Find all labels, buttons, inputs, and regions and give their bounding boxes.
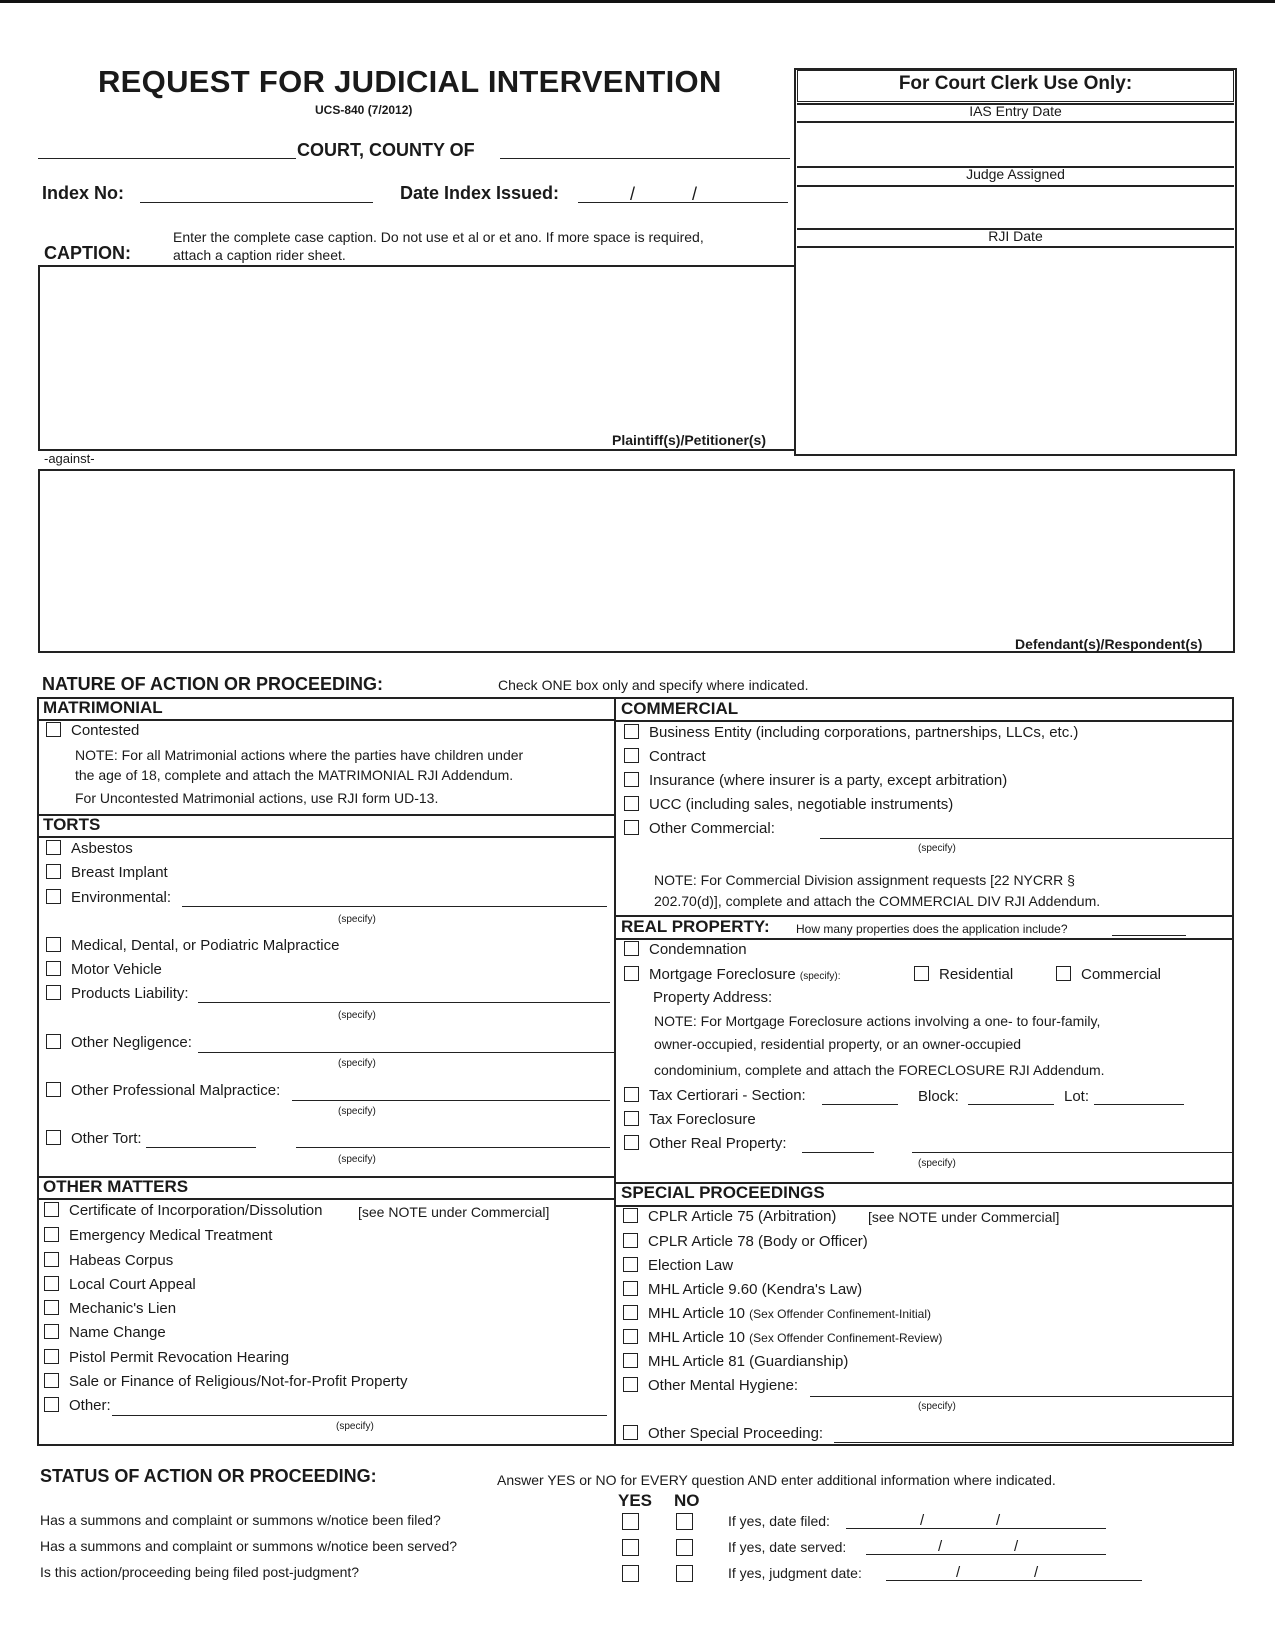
checkbox[interactable] — [46, 985, 61, 1000]
checkbox[interactable] — [46, 722, 61, 737]
divider — [797, 246, 1234, 248]
special-mhl-10-review[interactable]: MHL Article 10 (Sex Offender Confinement-Review) — [623, 1329, 942, 1346]
divider — [797, 185, 1234, 187]
commercial-ucc[interactable]: UCC (including sales, negotiable instruments) — [624, 796, 953, 813]
matrimonial-note: NOTE: For all Matrimonial actions where the parties have children under — [75, 747, 524, 763]
checkbox[interactable] — [44, 1276, 59, 1291]
date-slash: / — [630, 184, 636, 204]
other-pistol-permit[interactable]: Pistol Permit Revocation Hearing — [44, 1349, 289, 1366]
foreclosure-note: NOTE: For Mortgage Foreclosure actions involving a one- to four-family, — [654, 1013, 1101, 1029]
specify-label: (specify) — [336, 1421, 374, 1432]
checkbox[interactable] — [44, 1349, 59, 1364]
professional-malpractice-specify-field[interactable] — [292, 1100, 610, 1101]
index-no-label: Index No: — [42, 183, 125, 203]
contested-option[interactable]: Contested — [46, 722, 139, 739]
tort-other-professional-malpractice[interactable]: Other Professional Malpractice: — [46, 1082, 280, 1099]
clerk-box — [794, 68, 1237, 456]
checkbox[interactable] — [44, 1202, 59, 1217]
checkbox[interactable] — [44, 1300, 59, 1315]
block-field[interactable] — [968, 1104, 1054, 1105]
other-mechanics-lien[interactable]: Mechanic's Lien — [44, 1300, 176, 1317]
checkbox[interactable] — [624, 772, 639, 787]
checkbox[interactable] — [624, 748, 639, 763]
other-real-property-field[interactable] — [802, 1152, 874, 1153]
date-slash: / — [996, 1512, 1001, 1529]
lot-label: Lot: — [1064, 1088, 1090, 1105]
tort-products-liability[interactable]: Products Liability: — [46, 985, 189, 1002]
checkbox[interactable] — [46, 889, 61, 904]
other-special-proceeding-field[interactable] — [834, 1442, 1234, 1443]
commercial-business-entity[interactable]: Business Entity (including corporations, partnerships, LLCs, etc.) — [624, 724, 1078, 741]
checkbox[interactable] — [623, 1425, 638, 1440]
divider — [614, 938, 1234, 940]
judgment-date-field[interactable] — [886, 1580, 1142, 1581]
lot-field[interactable] — [1094, 1104, 1184, 1105]
specify-label: (specify) — [918, 843, 956, 854]
column-divider — [614, 697, 616, 1446]
post-judgment-yes-checkbox[interactable] — [622, 1565, 639, 1582]
commercial-other[interactable]: Other Commercial: — [624, 820, 775, 837]
status-question-filed: Has a summons and complaint or summons w/notice been filed? — [40, 1512, 441, 1528]
yes-column-label: YES — [618, 1491, 653, 1510]
checkbox[interactable] — [623, 1353, 638, 1368]
other-negligence-specify-field[interactable] — [198, 1052, 615, 1053]
special-mhl-10-initial[interactable]: MHL Article 10 (Sex Offender Confinement-Initial) — [623, 1305, 931, 1322]
environmental-specify-field[interactable] — [182, 906, 607, 907]
other-matter-other[interactable]: Other: — [44, 1397, 111, 1414]
checkbox[interactable] — [623, 1208, 638, 1223]
caption-instructions-2: attach a caption rider sheet. — [173, 247, 346, 263]
form-title: REQUEST FOR JUDICIAL INTERVENTION — [98, 64, 722, 99]
properties-count-field[interactable] — [1112, 935, 1186, 936]
specify-label: (specify) — [338, 1154, 376, 1165]
checkbox[interactable] — [624, 966, 639, 981]
other-certificate-incorporation[interactable]: Certificate of Incorporation/Dissolution — [44, 1202, 322, 1219]
checkbox[interactable] — [623, 1281, 638, 1296]
products-liability-specify-field[interactable] — [198, 1002, 610, 1003]
checkbox[interactable] — [44, 1252, 59, 1267]
nature-heading: NATURE OF ACTION OR PROCEEDING: — [42, 674, 383, 694]
specify-label: (specify) — [918, 1158, 956, 1169]
real-tax-certiorari[interactable]: Tax Certiorari - Section: — [624, 1087, 806, 1104]
checkbox[interactable] — [914, 966, 929, 981]
checkbox[interactable] — [46, 1034, 61, 1049]
ias-entry-date-label: IAS Entry Date — [969, 103, 1062, 119]
date-index-issued-field[interactable] — [578, 202, 788, 203]
judgment-date-label: If yes, judgment date: — [728, 1565, 862, 1581]
caption-label: CAPTION: — [44, 243, 131, 263]
checkbox[interactable] — [46, 937, 61, 952]
no-column-label: NO — [674, 1491, 700, 1510]
rji-date-label: RJI Date — [988, 228, 1043, 244]
mortgage-residential[interactable]: Residential — [914, 966, 1013, 983]
tort-motor-vehicle[interactable]: Motor Vehicle — [46, 961, 162, 978]
divider — [614, 720, 1234, 722]
real-property-heading: REAL PROPERTY: — [621, 917, 770, 936]
other-matter-specify-field[interactable] — [112, 1415, 607, 1416]
tort-other-negligence[interactable]: Other Negligence: — [46, 1034, 192, 1051]
county-field[interactable] — [500, 158, 790, 159]
tort-breast-implant[interactable]: Breast Implant — [46, 864, 168, 881]
tort-asbestos[interactable]: Asbestos — [46, 840, 133, 857]
commercial-note-2: 202.70(d)], complete and attach the COMMERCIAL DIV RJI Addendum. — [654, 893, 1101, 909]
divider — [37, 814, 615, 816]
index-no-field[interactable] — [140, 202, 373, 203]
checkbox[interactable] — [623, 1257, 638, 1272]
checkbox[interactable] — [46, 961, 61, 976]
specify-label: (specify) — [338, 914, 376, 925]
checkbox[interactable] — [1056, 966, 1071, 981]
matrimonial-note-3: For Uncontested Matrimonial actions, use RJI form UD-13. — [75, 790, 439, 806]
checkbox[interactable] — [623, 1305, 638, 1320]
other-tort-specify-field[interactable] — [146, 1147, 256, 1148]
filed-yes-checkbox[interactable] — [622, 1513, 639, 1530]
other-real-property-field-2[interactable] — [912, 1152, 1234, 1153]
checkbox[interactable] — [624, 941, 639, 956]
other-name-change[interactable]: Name Change — [44, 1324, 166, 1341]
checkbox[interactable] — [624, 724, 639, 739]
commercial-heading: COMMERCIAL — [621, 699, 739, 718]
special-election-law[interactable]: Election Law — [623, 1257, 733, 1274]
matrimonial-heading: MATRIMONIAL — [43, 698, 163, 717]
other-tort-specify-field-2[interactable] — [296, 1147, 610, 1148]
special-mhl-9-60[interactable]: MHL Article 9.60 (Kendra's Law) — [623, 1281, 862, 1298]
divider — [37, 836, 615, 838]
checkbox[interactable] — [624, 1135, 639, 1150]
other-habeas-corpus[interactable]: Habeas Corpus — [44, 1252, 173, 1269]
clerk-title: For Court Clerk Use Only: — [898, 73, 1133, 94]
see-note-commercial: [see NOTE under Commercial] — [868, 1209, 1060, 1225]
checkbox[interactable] — [46, 1082, 61, 1097]
properties-count-question: How many properties does the application include? — [796, 922, 1068, 936]
special-other-mental-hygiene[interactable]: Other Mental Hygiene: — [623, 1377, 798, 1394]
divider — [37, 1198, 615, 1200]
checkbox[interactable] — [624, 820, 639, 835]
date-served-field[interactable] — [866, 1554, 1106, 1555]
checkbox[interactable] — [624, 1111, 639, 1126]
specify-label: (specify) — [918, 1401, 956, 1412]
checkbox[interactable] — [624, 796, 639, 811]
checkbox[interactable] — [624, 1087, 639, 1102]
served-yes-checkbox[interactable] — [622, 1539, 639, 1556]
filed-no-checkbox[interactable] — [676, 1513, 693, 1530]
checkbox[interactable] — [46, 840, 61, 855]
status-instruction: Answer YES or NO for EVERY question AND enter additional information where indicated. — [497, 1472, 1056, 1488]
other-commercial-specify-field[interactable] — [820, 838, 1234, 839]
date-slash: / — [1034, 1564, 1039, 1581]
date-slash: / — [938, 1538, 943, 1555]
commercial-insurance[interactable]: Insurance (where insurer is a party, except arbitration) — [624, 772, 1007, 789]
torts-heading: TORTS — [43, 815, 101, 834]
block-label: Block: — [918, 1088, 959, 1105]
date-slash: / — [692, 184, 698, 204]
special-cplr-78[interactable]: CPLR Article 78 (Body or Officer) — [623, 1233, 868, 1250]
special-proceedings-heading: SPECIAL PROCEEDINGS — [621, 1183, 825, 1202]
court-county-label: COURT, COUNTY OF — [297, 140, 475, 160]
real-other-real-property[interactable]: Other Real Property: — [624, 1135, 787, 1152]
real-mortgage-foreclosure[interactable]: Mortgage Foreclosure (specify): — [624, 966, 840, 983]
tort-environmental[interactable]: Environmental: — [46, 889, 171, 906]
date-slash: / — [1014, 1538, 1019, 1555]
checkbox[interactable] — [623, 1329, 638, 1344]
court-name-field[interactable] — [38, 158, 296, 159]
judge-assigned-label: Judge Assigned — [966, 166, 1065, 182]
commercial-contract[interactable]: Contract — [624, 748, 706, 765]
post-judgment-no-checkbox[interactable] — [676, 1565, 693, 1582]
property-address-label: Property Address: — [653, 989, 773, 1006]
status-question-post-judgment: Is this action/proceeding being filed post-judgment? — [40, 1564, 360, 1580]
date-index-issued-label: Date Index Issued: — [400, 183, 560, 203]
date-filed-label: If yes, date filed: — [728, 1513, 830, 1529]
tax-section-field[interactable] — [822, 1104, 898, 1105]
caption-instructions: Enter the complete case caption. Do not use et al or et ano. If more space is required, — [173, 229, 704, 245]
plaintiff-caption-box[interactable] — [38, 265, 794, 451]
date-served-label: If yes, date served: — [728, 1539, 847, 1555]
checkbox[interactable] — [44, 1397, 59, 1412]
special-mhl-81[interactable]: MHL Article 81 (Guardianship) — [623, 1353, 848, 1370]
checkbox[interactable] — [623, 1233, 638, 1248]
other-mental-hygiene-field[interactable] — [810, 1396, 1234, 1397]
date-filed-field[interactable] — [846, 1528, 1106, 1529]
top-border — [0, 0, 1275, 3]
against-label: -against- — [44, 451, 95, 466]
special-cplr-75[interactable]: CPLR Article 75 (Arbitration) — [623, 1208, 836, 1225]
other-emergency-medical[interactable]: Emergency Medical Treatment — [44, 1227, 272, 1244]
foreclosure-note-3: condominium, complete and attach the FORECLOSURE RJI Addendum. — [654, 1062, 1105, 1078]
checkbox[interactable] — [46, 864, 61, 879]
tort-medical-malpractice[interactable]: Medical, Dental, or Podiatric Malpractice — [46, 937, 339, 954]
checkbox[interactable] — [44, 1373, 59, 1388]
specify-label: (specify) — [338, 1010, 376, 1021]
checkbox[interactable] — [44, 1227, 59, 1242]
tort-other-tort[interactable]: Other Tort: — [46, 1130, 142, 1147]
defendant-label: Defendant(s)/Respondent(s) — [1015, 636, 1203, 652]
other-matters-heading: OTHER MATTERS — [43, 1177, 189, 1196]
checkbox[interactable] — [623, 1377, 638, 1392]
served-no-checkbox[interactable] — [676, 1539, 693, 1556]
special-other-special-proceeding[interactable]: Other Special Proceeding: — [623, 1425, 823, 1442]
checkbox[interactable] — [46, 1130, 61, 1145]
checkbox[interactable] — [44, 1324, 59, 1339]
defendant-caption-box[interactable] — [38, 469, 1235, 653]
nature-instruction: Check ONE box only and specify where indicated. — [498, 677, 809, 693]
divider — [797, 121, 1234, 123]
commercial-note: NOTE: For Commercial Division assignment requests [22 NYCRR § — [654, 872, 1075, 888]
other-sale-religious-property[interactable]: Sale or Finance of Religious/Not-for-Profit Property — [44, 1373, 407, 1390]
date-slash: / — [920, 1512, 925, 1529]
status-heading: STATUS OF ACTION OR PROCEEDING: — [40, 1466, 377, 1486]
foreclosure-note-2: owner-occupied, residential property, or an owner-occupied — [654, 1036, 1022, 1052]
plaintiff-label: Plaintiff(s)/Petitioner(s) — [612, 432, 767, 448]
mortgage-commercial[interactable]: Commercial — [1056, 966, 1161, 983]
divider — [614, 1205, 1234, 1207]
real-tax-foreclosure[interactable]: Tax Foreclosure — [624, 1111, 756, 1128]
specify-label: (specify) — [338, 1058, 376, 1069]
other-local-court-appeal[interactable]: Local Court Appeal — [44, 1276, 196, 1293]
see-note-commercial: [see NOTE under Commercial] — [358, 1204, 550, 1220]
form-code: UCS-840 (7/2012) — [315, 103, 413, 117]
matrimonial-note-2: the age of 18, complete and attach the MATRIMONIAL RJI Addendum. — [75, 767, 514, 783]
divider — [37, 719, 615, 721]
status-question-served: Has a summons and complaint or summons w/notice been served? — [40, 1538, 458, 1554]
real-condemnation[interactable]: Condemnation — [624, 941, 747, 958]
specify-label: (specify) — [338, 1106, 376, 1117]
date-slash: / — [956, 1564, 961, 1581]
